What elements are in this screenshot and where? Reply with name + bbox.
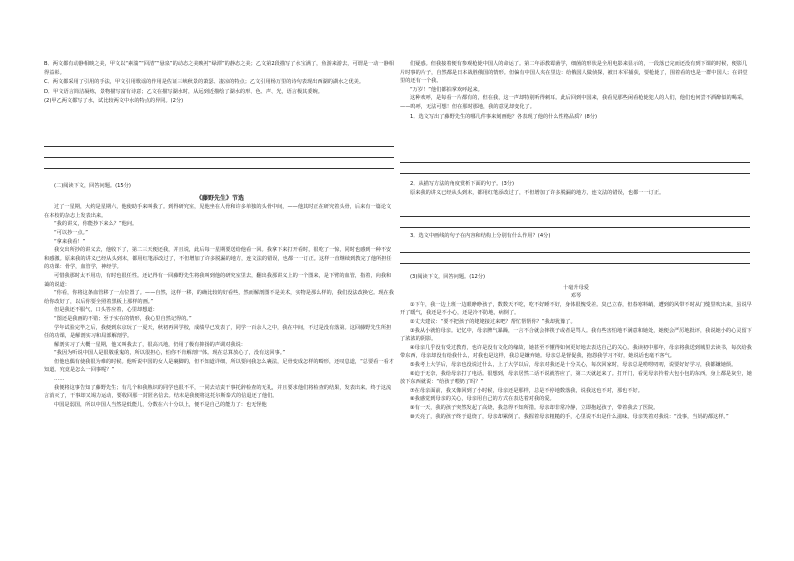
passage-continued-body [400,60,752,112]
question-options [44,60,396,106]
paragraph: 中国是弱国，所以中国人当然是低能儿，分数在六十分以上，便不是自己的能力了：也无怪他 [54,401,267,408]
answer-line [400,252,750,253]
paragraph: ②丈夫建议：“要不把孩子的姥姥接过来吧？帮忙帮帮你？”我却犹豫了。 [410,318,576,325]
paragraph: “可以抄一点。” [54,229,88,236]
paragraph: 可惜我那时太不用功，有时也很任性。还记得有一回藤野先生将我叫到他的研究室里去，翻出我那讲义上的一个图来，是下臂的血管，指着，向我和蔼的说道： [44,272,392,288]
answer-line [400,173,750,174]
paragraph: “万岁！”他们都拍掌欢呼起来。 [410,86,483,93]
paragraph: 学年试验完毕之后，我便到东京玩了一夏天，秋初再回学校，成绩早已发表了，同学一百余人之中，我在中间，不过是没有落第。这回藤野先生所担任的功课，是解剖实习和局部解剖学。 [44,324,392,340]
paragraph: “拿来我看！” [54,238,86,245]
question-2: (2)甲乙两文都写了水，试比较两文中水的特点的异同。(2分) [44,98,184,105]
passage-body [400,301,752,421]
question-3-block [400,232,752,241]
paragraph: ⑤我考上大学后，母亲也没说过什么，上了大学以后，母亲对我还是十分关心，每次回家时，母亲总是唠唠叨叨，说要好好学习，我都嫌她烦。 [410,361,737,368]
answer-line [44,146,394,147]
paragraph: 解剖实习了大概一星期，他又叫我去了，很高兴地，仍用了极有抑扬的声调对我说： [54,341,246,348]
paragraph: 我便将这事告知了藤野先生；有几个和我熟识的同学也很不平，一同去诘责干事托辞检查的无礼，并且要求他们将检查的结果，发表出来。终于这流言消灭了，干事却又竭力运动，要收回那一封匿名信去。结末是我便将这托尔斯泰式的信退还了他们。 [44,384,392,400]
paragraph: 我交出所抄的讲义去，他收下了，第二三天便还我，并且说，此后每一星期要送给他看一回。我拿下来打开看时，很吃了一惊，同时也感到一种不安和感激。原来我的讲义已经从头到末，都用红笔添改过了，不但增加了许多脱漏的地方，连文法的错误，也都一一订正。这样一直继续到教完了他所担任的功课：骨学，血管学，神经学。 [44,247,392,271]
paragraph: ④母亲几乎没有受过教育，也许是没有文化的缘故，她甚至不懂得如何更好地去表达自己的关心。我读初中那年，母亲将我送到城里去读书，每次给我带东西，母亲却没有给我什么，对我也是这样，我总是嫌弃她。母亲总是督促我，抱怨我学习不好，她说话也毫不客气。 [400,344,752,360]
paragraph: “我的讲义，你能抄下来么？”他问。 [54,221,138,228]
paragraph: ⑩天亮了，我的孩子终于退烧了，母亲却累倒了。我握着母亲粗糙的手，心里说不出是什么滋味。母亲笑着对我说：“没事，当妈的都这样。” [410,413,729,420]
paragraph: ③我从小就怕母亲。记忆中，母亲脾气暴躁，一言不合就会摔筷子或者是骂人。我有些害怕地不满意和她处，她便会严厉地批评，我说她小的心灵留下了浓浓的阴影。 [400,327,752,343]
paragraph: “我因为听说中国人是很敬重鬼的，所以很担心，怕你不肯解剖尸体。现在总算放心了，没有这回事。” [54,350,286,357]
paragraph: “图还是我画的不错；至于实在的情形，我心里自然记得的。” [54,315,192,322]
paragraph: 这种欢呼，是每看一片都有的，但在我，这一声却特别听得刺耳。此后回到中国来，我看见那些闲看枪毙犯人的人们，他们也何尝不酒醉似的喝采，——呜呼，无法可想！但在那时那地，我的意见却变化了。 [400,95,748,110]
paragraph: ⑥迫于无奈，我给母亲打了电话。很想到，母亲居然二话不说就答应了，第二天就赶来了。打开门，看见母亲拎着大包小包的东西，身上都是灰尘，她放下东西就说：“给孩子喂奶了吗？” [400,370,752,386]
option-d: D．甲文语言简洁凝练，景物描写富有诗意；乙文在描写湖水时，从远到近描绘了湖水的形、色、声、光，语言极其委婉。 [44,88,323,95]
passage-title: 《藤野先生》节选 [195,194,244,202]
section-heading: (二)阅读下文，回答问题。(15分) [54,183,131,189]
question-3-text: 3．选文中画线的句子在内容和结构上分别有什么作用？(4分) [410,233,551,239]
question-2-quote: 原来我的讲义已经从头到末，都用红笔添改过了，不但增加了许多脱漏的地方，连文法的错误，也都一一订正。 [410,189,665,196]
option-b: B．两文都有动静相映之美，甲文以“素湍”“回清”“悬泉”的动态之美映衬“绿潭”的静态之美；乙文第2段描写了水宝满了，鱼游来游去，可谓是一动一静相得益彰。 [44,61,394,76]
question-1: 1．选文写出了藤野先生的哪几件事来刻画他？各表现了他的什么性格品质？(8分) [410,113,598,120]
passage-author: 邓琴 [570,293,582,300]
answer-line [44,168,394,169]
passage-body [44,203,396,409]
section-3 [400,273,752,421]
paragraph: “你看，你将这条血管移了一点位置了。——自然，这样一移，的确比较的好看些，然而解剖图不是美术，实物是那么样的，我们没法改换它。现在我给你改好了，以后你要全照着黑板上那样的画。” [44,290,394,305]
paragraph: …… [54,376,65,383]
section-2 [44,182,396,409]
passage-continued [400,60,752,121]
paragraph: 但他也偶有使我很为难的时候。他听说中国的女人是裹脚的，但不知道详细，所以要问我怎么裹法，足骨变成怎样的畸形，还叹息道，“总要看一看才知道。究竟是怎么一回事呢？” [44,358,394,374]
answer-line [400,162,750,163]
passage-title: 十毫升母爱 [563,284,589,291]
paragraph: ①下午，我一边上班一边眼睁睁孩子，数数天不吃，吃不好睡不好，身体很愧受差。臭已立春，但春寒料峭，遭到的风带不时从门缝里吹出来，虽说早开了暖气，我还是不小心，还是冷不防地，病倒了。 [400,301,752,317]
answer-line [400,227,750,228]
answer-line [44,157,394,158]
paragraph: 过了一星期，大约是星期六，他使助手来叫我了。到得研究室，见他坐在人骨和许多单独的头骨中间，——他其时正在研究着头骨，后来有一篇论文在本校的杂志上发表出来。 [44,204,392,219]
paragraph: ⑧我感觉到母亲的关心，母亲用自己的方式在表达着对我的爱。 [410,396,555,403]
paragraph: 但是我还不服气，口头答应着，心里却想道： [54,307,158,314]
answer-line [400,263,750,264]
section-heading: (3)阅读下文，回答问题。(12分) [410,274,486,280]
answer-line [400,216,750,217]
option-c: C．两文都采用了引用的手法，甲文引用歌谣的作用是佐证三峡秋景的萧瑟、凄凉的特点；乙文引用杨万里的诗句表现出西湖的湖水之优美。 [44,79,365,86]
paragraph: ⑦在母亲面前，我又像回到了小时候，母亲还是那样，总是不停地数落我，说我这也不对，那也不好。 [410,387,643,394]
paragraph: ⑨有一天，我的孩子突然发起了高烧，我急得不知所措。母亲却非常冷静，立即抱起孩子，带着我去了医院。 [410,404,659,411]
paragraph: 们疑惑。但我接着便有参观枪毙中国人的命运了。第二年添教霉菌学，细菌的形状是全用电影来显示的，一段落已完而还没有到下课的时候，便影几片时事的片子，自然都是日本战胜俄国的情形。但偏有中国人夹在里边：给俄国人做侦探，被日本军捕获，要枪毙了，围着看的也是一群中国人；在讲堂里的还有一个我。 [400,61,748,85]
question-2-text: 2．从描写方法的角度赏析下面的句子。(3分) [410,181,515,187]
question-2-block [400,180,752,197]
